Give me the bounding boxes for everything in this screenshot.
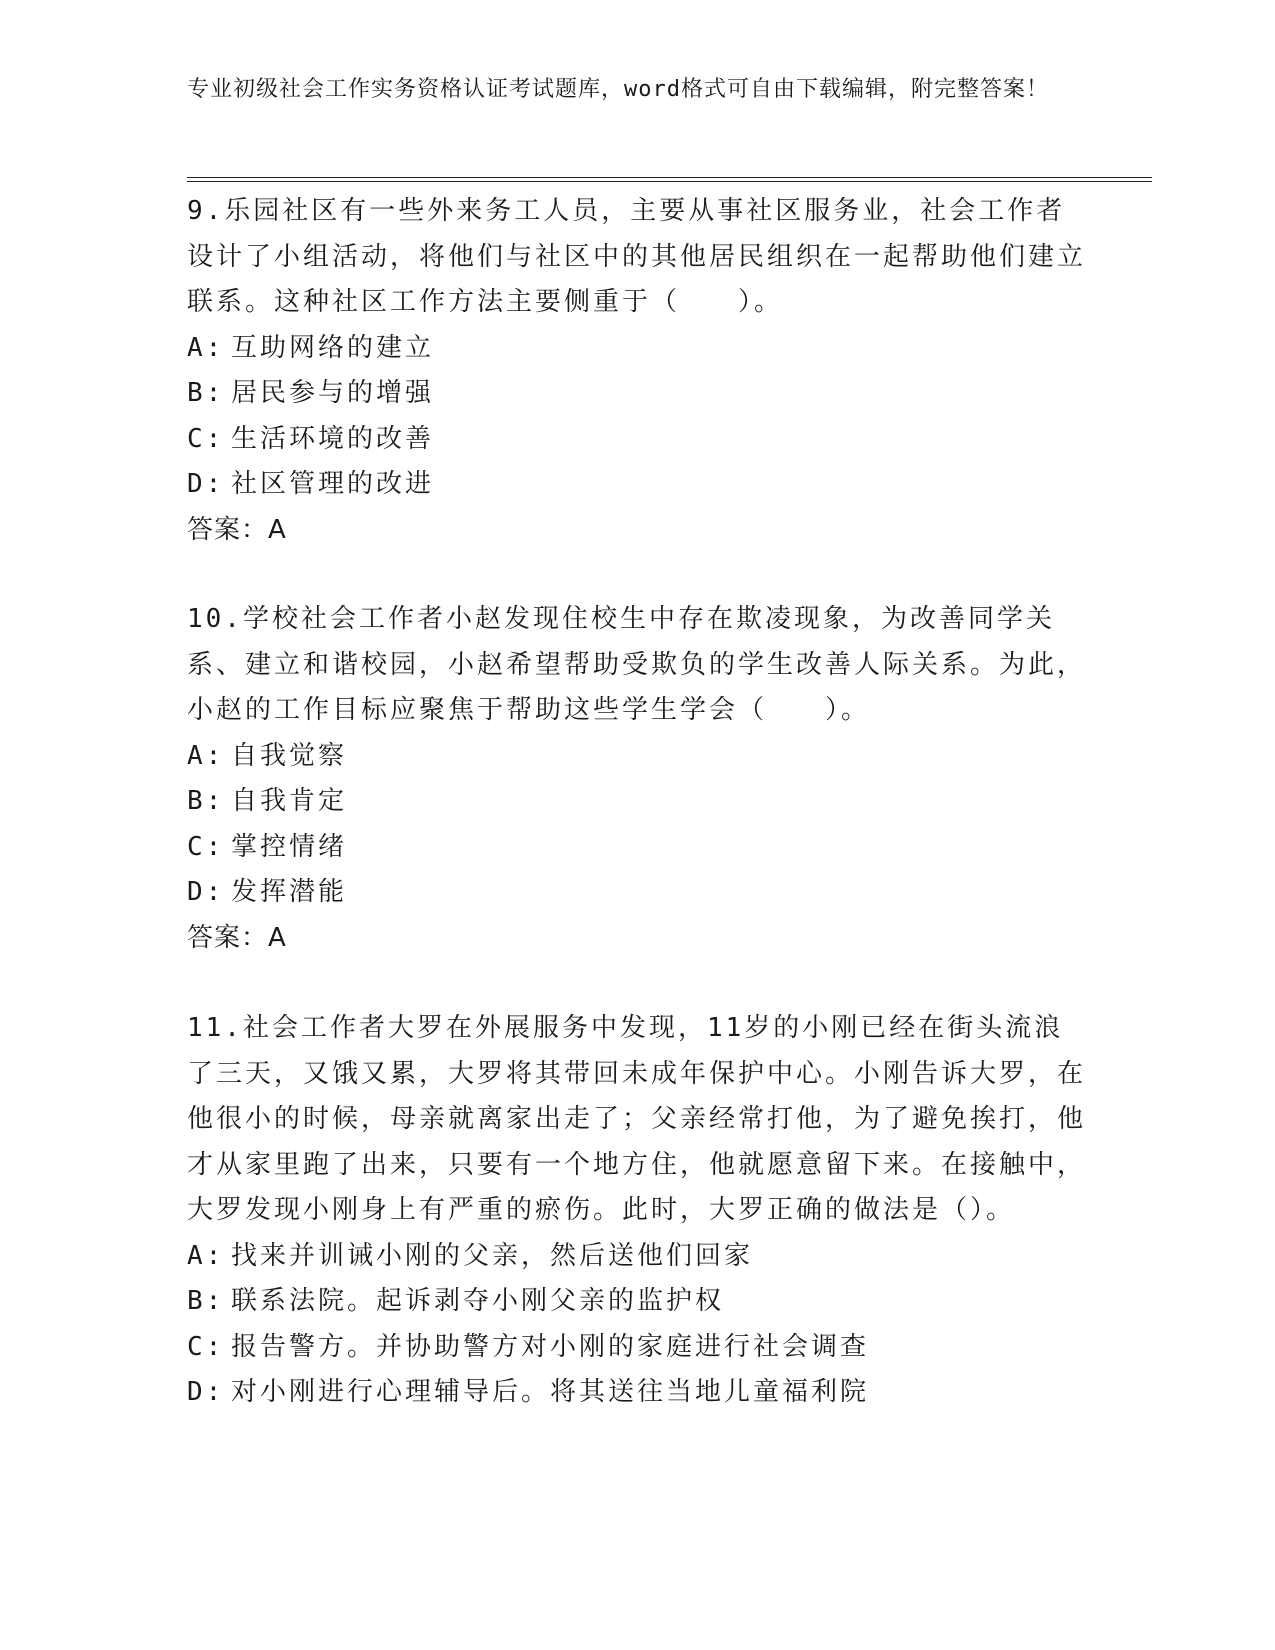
option-letter: C: (187, 1331, 225, 1362)
option-letter: B: (187, 378, 225, 408)
option-text: 找来并训诫小刚的父亲，然后送他们回家 (231, 1240, 754, 1271)
option-letter: D: (187, 469, 225, 499)
option-letter: D: (187, 877, 225, 907)
option-letter: C: (187, 423, 225, 454)
answer-line: 答案：A (187, 514, 287, 545)
question-stem: 9.乐园社区有一些外来务工人员，主要从事社区服务业，社会工作者设计了小组活动，将他们与社区中的其他居民组织在一起帮助他们建立联系。这种社区工作方法主要侧重于（ ）。 (187, 196, 1087, 317)
option-list (187, 734, 1087, 916)
option-a (187, 326, 1087, 372)
option-text: 报告警方。并协助警方对小刚的家庭进行社会调查 (231, 1331, 870, 1362)
option-letter: B: (187, 1286, 225, 1316)
option-list (187, 1234, 1087, 1416)
option-a (187, 1234, 1087, 1280)
question-9 (187, 189, 1087, 553)
option-text: 生活环境的改善 (231, 423, 435, 454)
header-divider-top (187, 177, 1152, 178)
option-text: 对小刚进行心理辅导后。将其送往当地儿童福利院 (231, 1377, 870, 1407)
option-text: 联系法院。起诉剥夺小刚父亲的监护权 (231, 1286, 725, 1316)
option-list (187, 326, 1087, 508)
option-letter: C: (187, 831, 225, 862)
option-text: 社区管理的改进 (231, 469, 435, 499)
option-text: 掌控情绪 (231, 831, 348, 862)
option-text: 互助网络的建立 (231, 332, 435, 363)
question-stem: 10.学校社会工作者小赵发现住校生中存在欺凌现象，为改善同学关系、建立和谐校园，小赵希望帮助受欺负的学生改善人际关系。为此，小赵的工作目标应聚焦于帮助这些学生学会（ ）。 (187, 604, 1087, 725)
option-letter: A: (187, 1240, 225, 1271)
option-text: 自我肯定 (231, 786, 348, 816)
option-letter: B: (187, 786, 225, 816)
question-11 (187, 1006, 1087, 1416)
option-text: 自我觉察 (231, 740, 348, 771)
header-note: 专业初级社会工作实务资格认证考试题库，word格式可自由下载编辑，附完整答案！ (187, 77, 1049, 102)
option-d (187, 870, 1087, 916)
option-b (187, 371, 1087, 417)
option-text: 居民参与的增强 (231, 378, 435, 408)
option-c (187, 1325, 1087, 1371)
option-a (187, 734, 1087, 780)
question-stem: 11.社会工作者大罗在外展服务中发现，11岁的小刚已经在街头流浪了三天，又饿又累，大罗将其带回未成年保护中心。小刚告诉大罗，在他很小的时候，母亲就离家出走了；父亲经常打他，为了避免挨打，他才从家里跑了出来，只要有一个地方住，他就愿意留下来。在接触中，大罗发现小刚身上有严重的瘀伤。此时，大罗正确的做法是（）。 (187, 1013, 1087, 1225)
option-letter: A: (187, 332, 225, 363)
option-letter: D: (187, 1377, 225, 1407)
option-b (187, 1279, 1087, 1325)
option-d (187, 462, 1087, 508)
option-b (187, 779, 1087, 825)
answer-line: 答案：A (187, 922, 287, 953)
option-c (187, 825, 1087, 871)
option-text: 发挥潜能 (231, 877, 348, 907)
option-letter: A: (187, 740, 225, 771)
question-10 (187, 597, 1087, 961)
header-divider-bottom (187, 181, 1152, 182)
option-c (187, 417, 1087, 463)
option-d (187, 1370, 1087, 1416)
